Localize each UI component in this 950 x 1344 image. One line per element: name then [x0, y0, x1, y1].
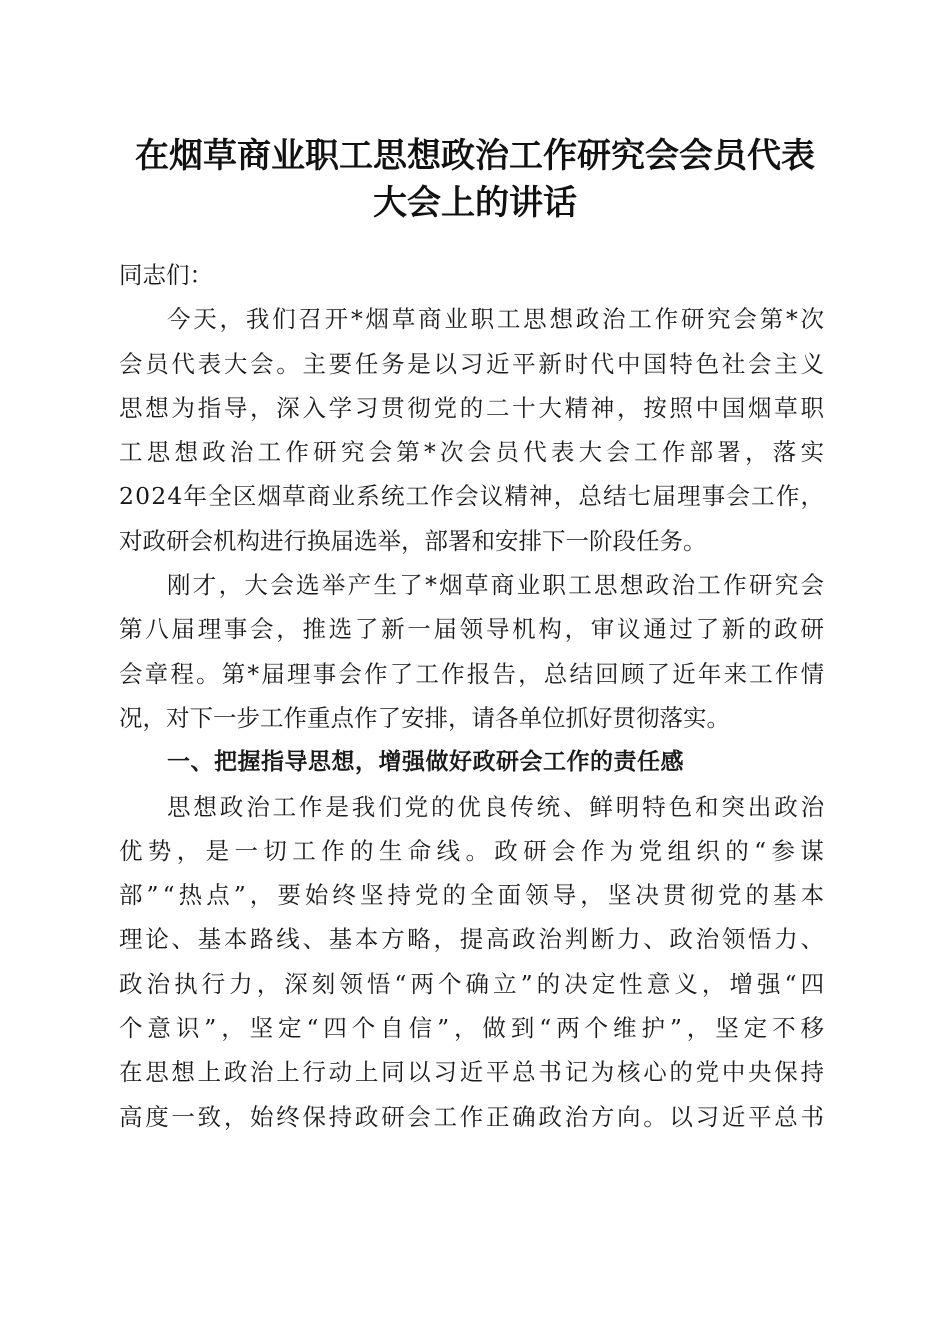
title-line-1: 在烟草商业职工思想政治工作研究会会员代表: [135, 136, 815, 176]
paragraph-line: 会员代表大会。主要任务是以习近平新时代中国特色社会主义: [119, 349, 827, 378]
title-line-2: 大会上的讲话: [373, 183, 577, 223]
paragraph-line: 会章程。第*届理事会作了工作报告，总结回顾了近年来工作情: [119, 659, 827, 688]
paragraph-line: 理论、基本路线、基本方略，提高政治判断力、政治领悟力、: [119, 925, 827, 954]
paragraph-line: 思想为指导，深入学习贯彻党的二十大精神，按照中国烟草职: [119, 393, 827, 422]
paragraph-line: 今天，我们召开*烟草商业职工思想政治工作研究会第*次: [167, 305, 827, 334]
paragraph-line: 况，对下一步工作重点作了安排，请各单位抓好贯彻落实。: [119, 703, 730, 732]
section-heading: 一、把握指导思想，增强做好政研会工作的责任感: [167, 749, 684, 776]
paragraph-line: 第八届理事会，推选了新一届领导机构，审议通过了新的政研: [119, 615, 827, 644]
paragraph-line: 刚才，大会选举产生了*烟草商业职工思想政治工作研究会: [167, 571, 827, 600]
paragraph-line: 2024年全区烟草商业系统工作会议精神，总结七届理事会工作，: [119, 482, 826, 511]
paragraph-line: 对政研会机构进行换届选举，部署和安排下一阶段任务。: [119, 526, 707, 555]
salutation: 同志们：: [119, 261, 213, 289]
paragraph-line: 工思想政治工作研究会第*次会员代表大会工作部署，落实: [119, 438, 829, 467]
document-body: [119, 253, 830, 1139]
paragraph-line: 在思想上政治上行动上同以习近平总书记为核心的党中央保持: [119, 1058, 827, 1087]
paragraph-line: 高度一致，始终保持政研会工作正确政治方向。以习近平总书: [119, 1102, 827, 1131]
paragraph-line: 个意识”，坚定“四个自信”，做到“两个维护”，坚定不移: [119, 1014, 829, 1043]
paragraph-line: 优势，是一切工作的生命线。政研会作为党组织的“参谋: [119, 836, 830, 865]
document-title: [100, 133, 850, 227]
paragraph-line: 政治执行力，深刻领悟“两个确立”的决定性意义，增强“四: [119, 969, 829, 998]
paragraph-line: 思想政治工作是我们党的优良传统、鲜明特色和突出政治: [167, 792, 827, 821]
paragraph-line: 部”“热点”，要始终坚持党的全面领导，坚决贯彻党的基本: [119, 881, 829, 910]
